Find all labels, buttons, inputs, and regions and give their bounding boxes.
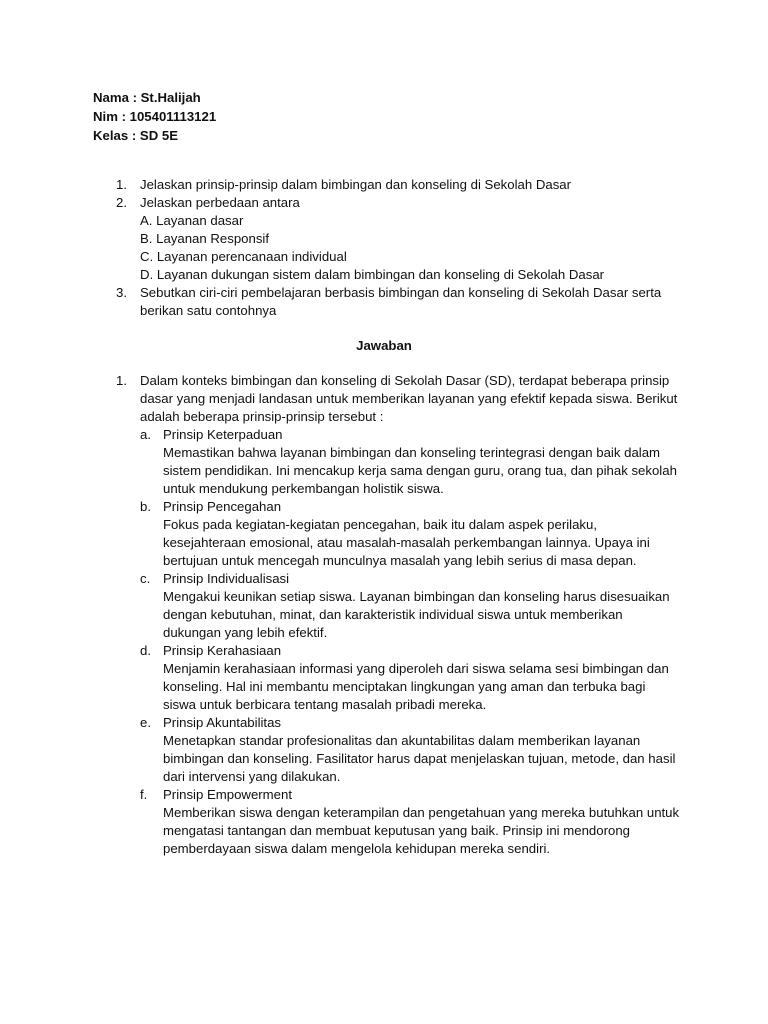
student-info — [93, 88, 216, 145]
answer-heading: Jawaban — [356, 338, 412, 353]
principle-title: Prinsip Empowerment — [163, 787, 292, 802]
principle-title: Prinsip Akuntabilitas — [163, 715, 282, 730]
principle-description: Memastikan bahwa layanan bimbingan dan konseling terintegrasi dengan baik dalam sistem pendidikan. Ini mencakup kerja sama dengan guru, orang tua, dan pihak sekolah untuk mendukung perkembangan holistik siswa. — [163, 445, 677, 496]
answer-number: 1. — [116, 373, 127, 388]
answer-item — [116, 372, 680, 858]
principle-item — [140, 642, 680, 714]
principle-title: Prinsip Individualisasi — [163, 571, 290, 586]
principle-letter: b. — [140, 499, 151, 514]
principle-title: Prinsip Kerahasiaan — [163, 643, 282, 658]
question-text: Jelaskan prinsip-prinsip dalam bimbingan dan konseling di Sekolah Dasar — [140, 177, 572, 192]
question-number: 2. — [116, 195, 127, 210]
question-option: D. Layanan dukungan sistem dalam bimbingan dan konseling di Sekolah Dasar — [140, 267, 605, 282]
principle-item — [140, 426, 680, 498]
question-list — [116, 176, 676, 320]
student-nim: Nim : 105401113121 — [93, 109, 217, 124]
principle-letter: c. — [140, 571, 151, 586]
question-option: B. Layanan Responsif — [140, 231, 270, 246]
question-item — [116, 194, 676, 284]
question-text: Jelaskan perbedaan antara — [140, 195, 300, 210]
question-number: 3. — [116, 285, 127, 300]
principle-description: Mengakui keunikan setiap siswa. Layanan bimbingan dan konseling harus disesuaikan dengan kebutuhan, minat, dan karakteristik individual siswa untuk memberikan dukungan yang lebih efektif. — [163, 589, 670, 640]
question-item — [116, 284, 676, 320]
principle-letter: d. — [140, 643, 151, 658]
answer-section — [116, 372, 680, 858]
principle-letter: e. — [140, 715, 151, 730]
principle-item — [140, 786, 680, 858]
student-class: Kelas : SD 5E — [93, 128, 179, 143]
principle-item — [140, 498, 680, 570]
principle-letter: a. — [140, 427, 151, 442]
question-option: C. Layanan perencanaan individual — [140, 249, 347, 264]
student-name: Nama : St.Halijah — [93, 90, 201, 105]
principle-description: Menjamin kerahasiaan informasi yang diperoleh dari siswa selama sesi bimbingan dan konseling. Hal ini membantu menciptakan lingkungan yang aman dan terbuka bagi siswa untuk berbicara tentang masalah pribadi mereka. — [163, 661, 669, 712]
question-number: 1. — [116, 177, 127, 192]
question-option: A. Layanan dasar — [140, 213, 244, 228]
principle-letter: f. — [140, 787, 148, 802]
answer-intro: Dalam konteks bimbingan dan konseling di Sekolah Dasar (SD), terdapat beberapa prinsip dasar yang menjadi landasan untuk memberikan layanan yang efektif kepada siswa. Berikut adalah beberapa prinsip-prinsip tersebut : — [140, 373, 678, 424]
principle-description: Fokus pada kegiatan-kegiatan pencegahan, baik itu dalam aspek perilaku, kesejahteraan emosional, atau masalah-masalah perkembangan lainnya. Upaya ini bertujuan untuk mencegah munculnya masalah yang lebih serius di masa depan. — [163, 517, 650, 568]
principle-title: Prinsip Pencegahan — [163, 499, 282, 514]
principle-item — [140, 570, 680, 642]
question-item — [116, 176, 676, 194]
principle-list — [140, 426, 680, 858]
principle-description: Memberikan siswa dengan keterampilan dan pengetahuan yang mereka butuhkan untuk mengatasi tantangan dan membuat keputusan yang baik. Prinsip ini mendorong pemberdayaan siswa dalam mengelola kehidupan mereka sendiri. — [163, 805, 680, 856]
principle-item — [140, 714, 680, 786]
question-text: Sebutkan ciri-ciri pembelajaran berbasis bimbingan dan konseling di Sekolah Dasar serta berikan satu contohnya — [140, 285, 662, 318]
principle-description: Menetapkan standar profesionalitas dan akuntabilitas dalam memberikan layanan bimbingan dan konseling. Fasilitator harus dapat menjelaskan tujuan, metode, dan hasil dari intervensi yang dilakukan. — [163, 733, 676, 784]
principle-title: Prinsip Keterpaduan — [163, 427, 283, 442]
